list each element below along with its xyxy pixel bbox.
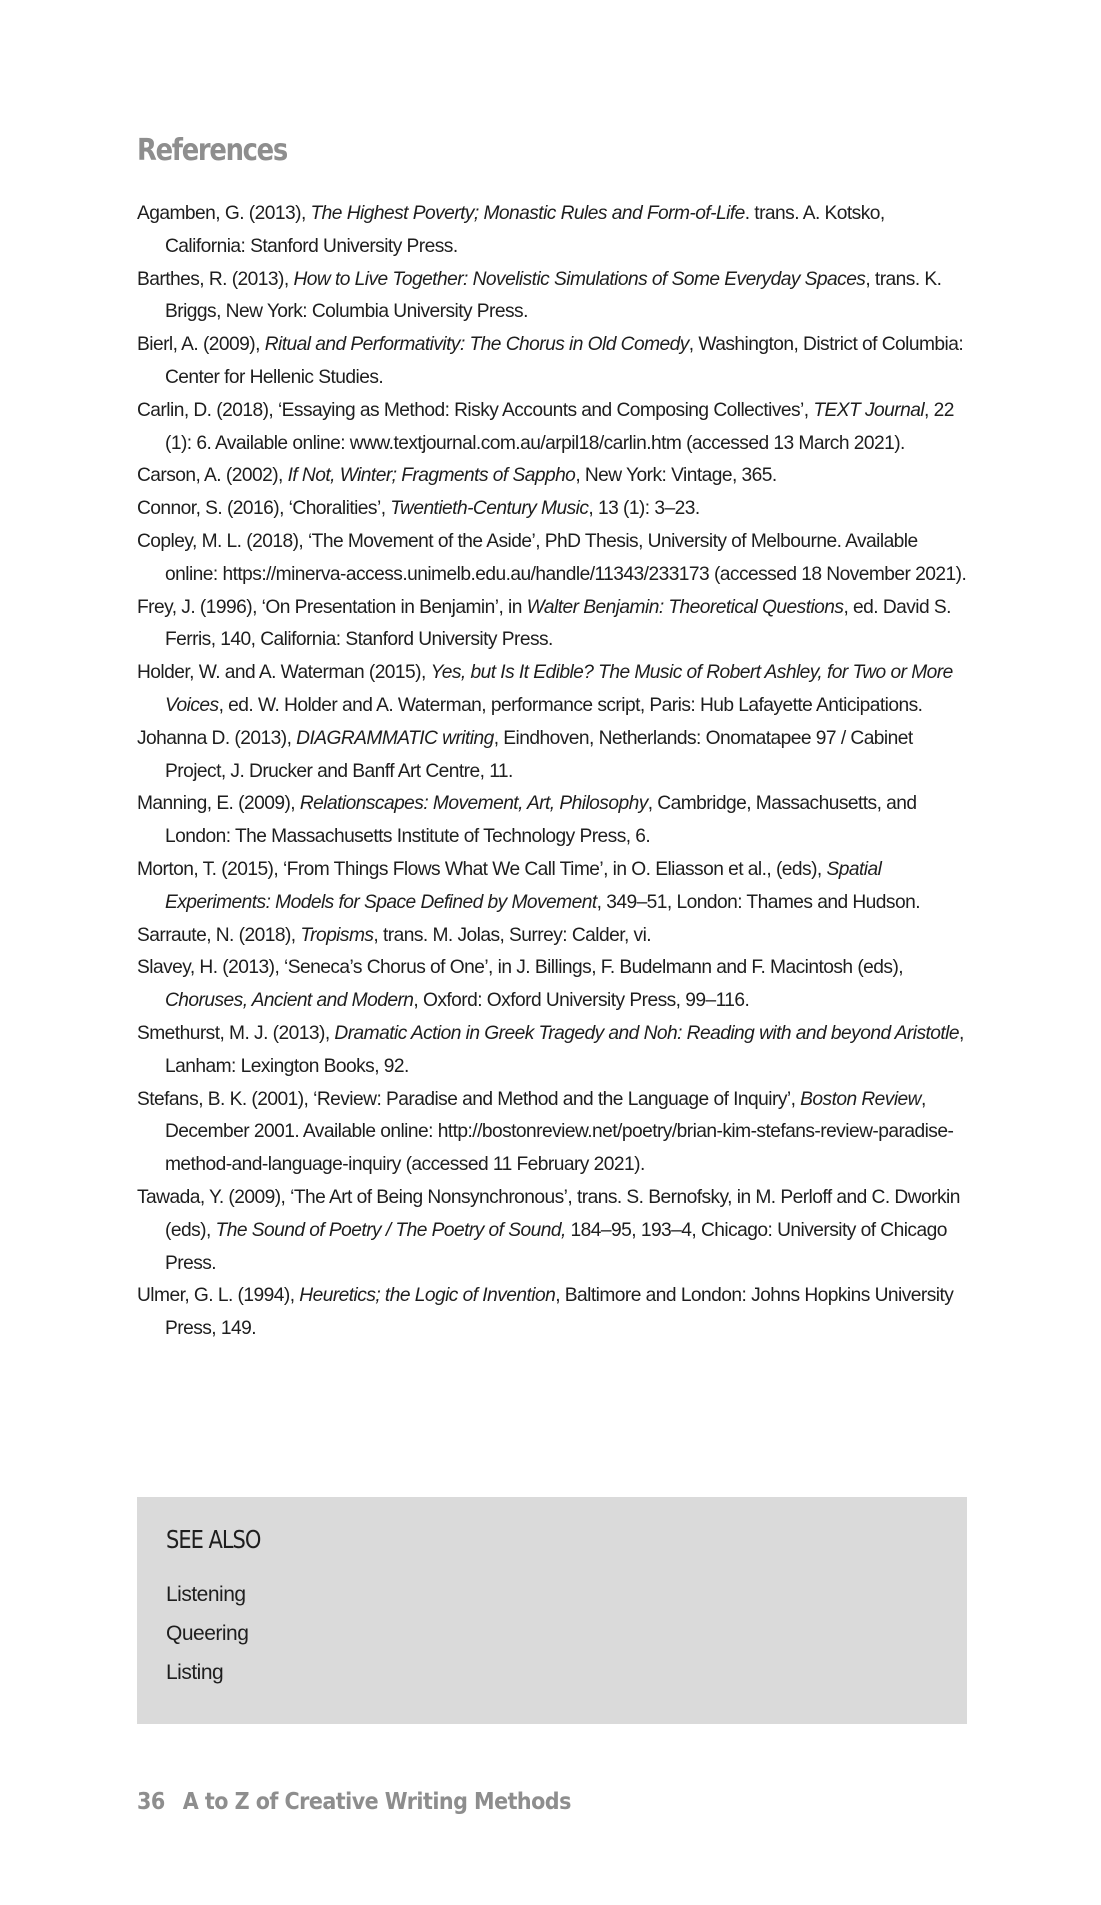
reference-text: Frey, J. (1996), ‘On Presentation in Benjamin’, in: [137, 596, 527, 618]
reference-title: The Highest Poverty; Monastic Rules and Form-of-Life: [310, 203, 745, 224]
reference-text: , 22 (1): 6. Available online: www.textjournal.com.au/arpil18/carlin.htm (accessed 13 March 2021).: [165, 399, 954, 454]
reference-entry: [137, 952, 967, 1018]
reference-title: Walter Benjamin: Theoretical Questions: [526, 596, 844, 618]
reference-text: Stefans, B. K. (2001), ‘Review: Paradise and Method and the Language of Inquiry’,: [137, 1088, 801, 1110]
reference-entry: [137, 460, 967, 493]
reference-entry: [137, 788, 967, 854]
reference-entry: [137, 1280, 967, 1346]
reference-entry: [137, 198, 967, 264]
running-title: A to Z of Creative Writing Methods: [182, 1789, 571, 1815]
reference-entry: [137, 526, 967, 592]
reference-text: , 349–51, London: Thames and Hudson.: [596, 891, 920, 913]
references-heading: References: [137, 133, 287, 168]
reference-title: Spatial Experiments: Models for Space Defined by Movement: [165, 858, 882, 913]
reference-title: Twentieth-Century Music: [390, 498, 589, 520]
reference-entry: [137, 1182, 967, 1280]
reference-entry: [137, 854, 967, 920]
reference-text: Sarraute, N. (2018),: [137, 924, 301, 946]
reference-text: , Cambridge, Massachusetts, and London: The Massachusetts Institute of Technology Press, 6.: [165, 793, 917, 848]
reference-title: Relationscapes: Movement, Art, Philosophy: [299, 793, 648, 815]
reference-text: Manning, E. (2009),: [137, 793, 300, 815]
reference-text: , December 2001. Available online: http://bostonreview.net/poetry/brian-kim-stefans-review-paradise-method-and-language-inquiry (accessed 11 February 2021).: [165, 1088, 954, 1176]
reference-text: . trans. A. Kotsko, California: Stanford University Press.: [165, 203, 885, 257]
reference-title: DIAGRAMMATIC writing: [296, 727, 494, 749]
reference-text: Carlin, D. (2018), ‘Essaying as Method: Risky Accounts and Composing Collectives’,: [137, 399, 814, 421]
reference-text: , trans. K. Briggs, New York: Columbia University Press.: [165, 268, 942, 323]
reference-title: Choruses, Ancient and Modern: [165, 990, 414, 1012]
reference-text: , New York: Vintage, 365.: [575, 465, 777, 487]
reference-text: , 13 (1): 3–23.: [588, 498, 700, 520]
reference-entry: [137, 592, 967, 658]
reference-text: , Washington, District of Columbia: Center for Hellenic Studies.: [165, 334, 964, 388]
reference-entry: [137, 657, 967, 723]
reference-entry: [137, 264, 967, 330]
see-also-item-queering: Queering: [166, 1622, 249, 1645]
reference-entry: [137, 1084, 967, 1182]
reference-text: Johanna D. (2013),: [137, 727, 297, 749]
reference-text: Smethurst, M. J. (2013),: [137, 1022, 335, 1044]
reference-text: Tawada, Y. (2009), ‘The Art of Being Nonsynchronous’, trans. S. Bernofsky, in M. Perloff and C. Dworkin (eds),: [137, 1186, 960, 1241]
see-also-box: [137, 1497, 967, 1724]
reference-entry: [137, 920, 967, 953]
reference-text: , Eindhoven, Netherlands: Onomatapee 97 / Cabinet Project, J. Drucker and Banff Art Centre, 11.: [165, 727, 913, 782]
reference-text: Ulmer, G. L. (1994),: [137, 1285, 300, 1307]
reference-title: The Sound of Poetry / The Poetry of Sound,: [215, 1219, 566, 1241]
reference-text: Agamben, G. (2013),: [137, 203, 311, 224]
see-also-item-listening: Listening: [166, 1583, 246, 1606]
reference-text: , Baltimore and London: Johns Hopkins University Press, 149.: [165, 1285, 954, 1340]
reference-text: Slavey, H. (2013), ‘Seneca’s Chorus of One’, in J. Billings, F. Budelmann and F. Macintosh (eds),: [137, 957, 904, 979]
reference-entry: [137, 723, 967, 789]
reference-title: Ritual and Performativity: The Chorus in Old Comedy: [264, 334, 689, 356]
reference-text: 184–95, 193–4, Chicago: University of Chicago Press.: [165, 1219, 947, 1274]
see-also-item-listing: Listing: [166, 1661, 224, 1684]
see-also-list: [166, 1575, 248, 1692]
reference-text: , ed. W. Holder and A. Waterman, performance script, Paris: Hub Lafayette Anticipations.: [218, 694, 923, 716]
page-number: 36: [137, 1789, 165, 1815]
reference-title: TEXT Journal: [813, 399, 925, 421]
reference-text: , Lanham: Lexington Books, 92.: [165, 1022, 964, 1077]
reference-title: Yes, but Is It Edible? The Music of Robert Ashley, for Two or More Voices: [165, 662, 953, 716]
reference-title: If Not, Winter; Fragments of Sappho: [287, 465, 576, 487]
see-also-title: SEE ALSO: [166, 1525, 261, 1554]
reference-entry: [137, 493, 967, 526]
reference-title: Dramatic Action in Greek Tragedy and Noh: Reading with and beyond Aristotle: [334, 1022, 960, 1044]
reference-title: Boston Review: [800, 1088, 921, 1110]
reference-text: , ed. David S. Ferris, 140, California: Stanford University Press.: [165, 596, 951, 651]
reference-text: Holder, W. and A. Waterman (2015),: [137, 662, 431, 684]
reference-entry: [137, 329, 967, 395]
reference-text: Barthes, R. (2013),: [137, 268, 294, 290]
reference-text: , Oxford: Oxford University Press, 99–116.: [413, 990, 750, 1012]
references-list: [137, 198, 967, 1346]
reference-text: Bierl, A. (2009),: [137, 334, 265, 356]
reference-title: Tropisms: [300, 924, 374, 946]
reference-text: Connor, S. (2016), ‘Choralities’,: [137, 498, 391, 520]
reference-title: Heuretics; the Logic of Invention: [299, 1285, 556, 1307]
reference-text: , trans. M. Jolas, Surrey: Calder, vi.: [373, 924, 652, 946]
page-footer: [137, 1791, 571, 1814]
reference-entry: [137, 395, 967, 461]
reference-title: How to Live Together: Novelistic Simulations of Some Everyday Spaces: [293, 268, 866, 290]
reference-text: Copley, M. L. (2018), ‘The Movement of the Aside’, PhD Thesis, University of Melbourne. Available online: https://minerva-access.unimelb.edu.au/handle/11343/233173 (accessed 18 November 2021).: [137, 530, 967, 585]
reference-text: Carson, A. (2002),: [137, 465, 288, 487]
reference-entry: [137, 1018, 967, 1084]
reference-text: Morton, T. (2015), ‘From Things Flows What We Call Time’, in O. Eliasson et al., (eds),: [137, 858, 827, 880]
